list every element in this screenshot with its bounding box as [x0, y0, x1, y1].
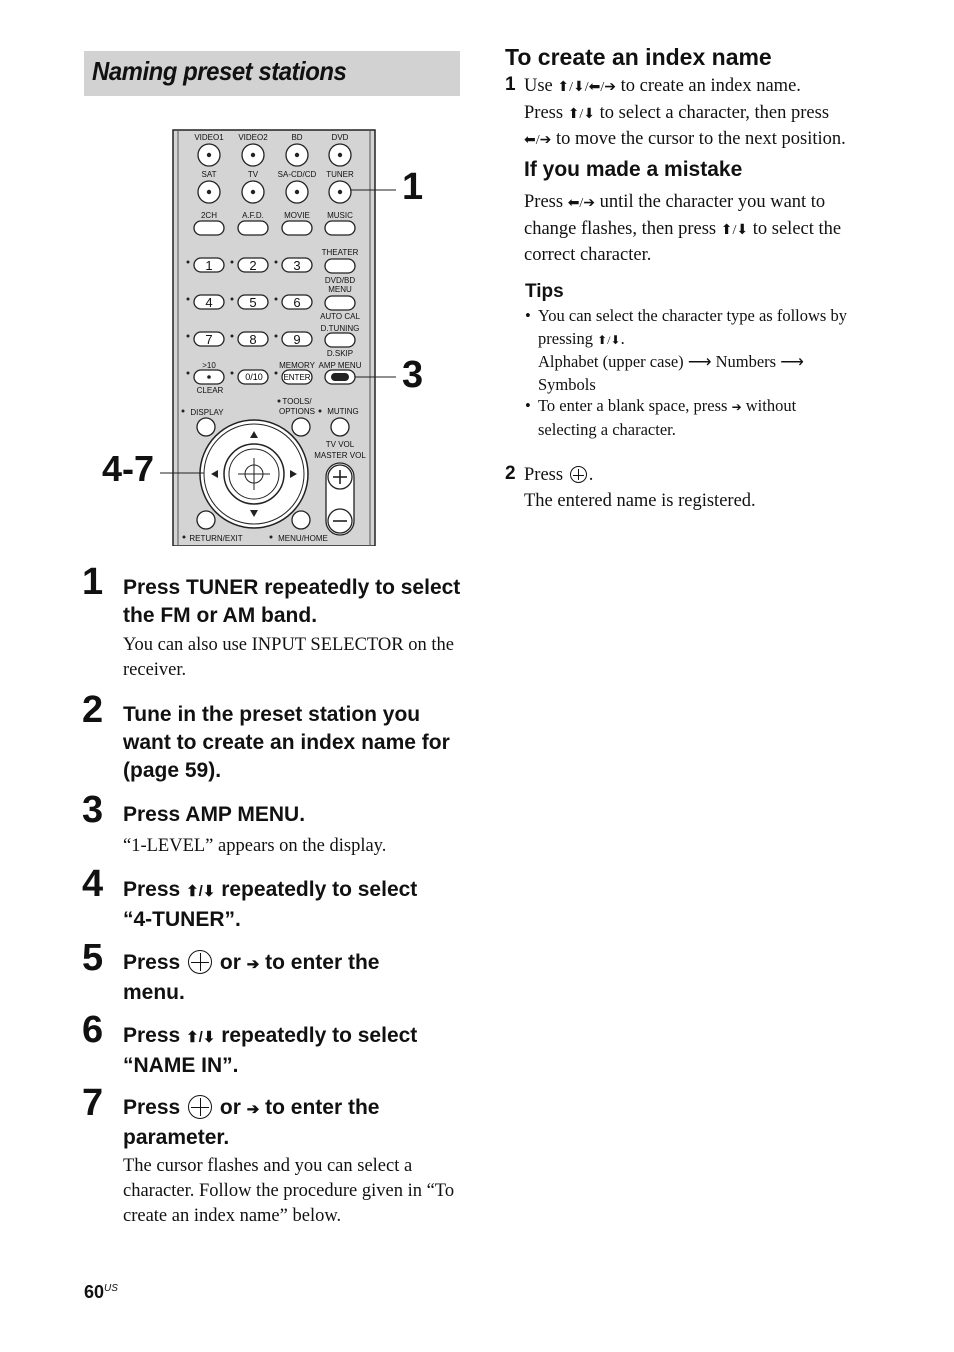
up-down-arrows-icon: ⬆/⬇ [186, 1029, 216, 1046]
enter-circle-icon [188, 950, 212, 974]
btn-label-muting: MUTING [327, 407, 359, 416]
digit-0: 0/10 [245, 372, 263, 382]
btn-label-mastervol: MASTER VOL [314, 451, 366, 460]
step-body: The cursor flashes and you can select a character. Follow the procedure given in “To create an index name” below. [123, 1156, 455, 1226]
four-arrows-icon: ⬆/⬇/⬅/➔ [557, 80, 616, 95]
btn-label-video1: VIDEO1 [194, 133, 224, 142]
btn-label-memory: MEMORY [279, 361, 315, 370]
btn-label-afd: A.F.D. [242, 211, 264, 220]
svg-text:MENU: MENU [328, 285, 352, 294]
btn-label-menuhome: MENU/HOME [278, 534, 328, 543]
btn-label-sat: SAT [201, 170, 217, 179]
digit-1: 1 [205, 258, 213, 273]
btn-label-sacd: SA-CD/CD [277, 170, 317, 179]
btn-label-tv: TV [247, 170, 259, 179]
btn-label-dvd: DVD [331, 133, 349, 142]
step-heading: Press ⬆/⬇ repeatedly to select “NAME IN”. [123, 1024, 418, 1077]
btn-label-ampmenu: AMP MENU [318, 361, 362, 370]
btn-label-tools: TOOLS/ [282, 397, 312, 406]
btn-label-tvvol: TV VOL [325, 440, 355, 449]
btn-label-tuner: TUNER [326, 170, 354, 179]
digit-5: 5 [249, 295, 257, 310]
btn-label-bd: BD [291, 133, 303, 142]
step-heading: Press TUNER repeatedly to select the FM or AM band. [123, 576, 461, 627]
step-heading: Press or ➔ to enter the menu. [123, 951, 380, 1004]
right-arrow-icon: ➔ [731, 400, 742, 414]
index-name-heading: To create an index name [505, 44, 772, 70]
tip-2: • To enter a blank space, press ➔ without selecting a character. [525, 396, 797, 439]
callout-4-7: 4-7 [102, 448, 155, 489]
substep-2-text: Press . The entered name is registered. [524, 465, 756, 511]
callout-line-47 [160, 470, 210, 480]
long-arrow-icon: ⟶ [780, 352, 804, 371]
digit-3: 3 [293, 258, 301, 273]
digit-7: 7 [205, 332, 213, 347]
up-down-arrows-icon: ⬆/⬇ [186, 883, 216, 900]
tip-1: • You can select the character type as follows by pressing ⬆/⬇. Alphabet (upper case) ⟶ Numbers ⟶ Symbols [525, 306, 847, 394]
btn-label-movie: MOVIE [284, 211, 310, 220]
callout-lines [330, 170, 410, 430]
step-number: 1 [82, 561, 104, 603]
step-heading: Press AMP MENU. [123, 803, 306, 826]
substep-1-text: Use ⬆/⬇/⬅/➔ to create an index name. Press ⬆/⬇ to select a character, then press ⬅/➔ to move the cursor to the next position. [524, 76, 846, 149]
page-number: $60^{US}$ [84, 1282, 118, 1302]
step-number: 7 [82, 1082, 104, 1124]
step-number: 5 [82, 937, 104, 979]
mistake-text: Press ⬅/➔ until the character you want to change flashes, then press ⬆/⬇ to select the correct character. [524, 192, 842, 265]
section-title: Naming preset stations [92, 56, 347, 86]
bullet-icon: • [525, 396, 531, 415]
digit-9: 9 [293, 332, 301, 347]
btn-label-dvdbd: DVD/BD [324, 276, 356, 285]
btn-label-music: MUSIC [327, 211, 353, 220]
substep-number: 2 [505, 463, 516, 484]
callout-1: 1 [402, 166, 424, 208]
enter-key: ENTER [283, 373, 311, 382]
step-body: You can also use INPUT SELECTOR on the receiver. [123, 635, 454, 680]
digit-6: 6 [293, 295, 301, 310]
enter-circle-icon [188, 1095, 212, 1119]
step-heading: Tune in the preset station you want to create an index name for (page 59). [123, 703, 450, 782]
long-arrow-icon: ⟶ [687, 352, 712, 371]
btn-label-dtuning: D.TUNING [320, 324, 360, 333]
digit-2: 2 [249, 258, 257, 273]
btn-label-theater: THEATER [321, 248, 359, 257]
right-arrow-icon: ➔ [246, 1101, 260, 1118]
digit-8: 8 [249, 332, 257, 347]
btn-label-return: RETURN/EXIT [189, 534, 243, 543]
enter-circle-icon [570, 466, 587, 483]
btn-label-clear: CLEAR [196, 386, 224, 395]
left-right-arrows-icon: ⬅/➔ [567, 196, 596, 211]
digit-4: 4 [205, 295, 213, 310]
bullet-icon: • [525, 306, 531, 325]
step-body: “1-LEVEL” appears on the display. [123, 836, 387, 856]
step-number: 6 [82, 1009, 104, 1051]
svg-text:OPTIONS: OPTIONS [278, 407, 316, 416]
step-heading: Press ⬆/⬇ repeatedly to select “4-TUNER”. [123, 878, 418, 931]
step-number: 2 [82, 689, 104, 731]
step-number: 4 [82, 863, 104, 905]
btn-label-2ch: 2CH [200, 211, 218, 220]
callout-3: 3 [402, 354, 424, 396]
up-down-arrows-icon: ⬆/⬇ [597, 332, 621, 347]
mistake-heading: If you made a mistake [524, 158, 743, 181]
right-arrow-icon: ➔ [246, 956, 260, 973]
btn-label-gt10: >10 [202, 361, 216, 370]
substep-number: 1 [505, 74, 516, 95]
btn-label-video2: VIDEO2 [238, 133, 268, 142]
btn-label-display: DISPLAY [190, 408, 224, 417]
step-heading: Press or ➔ to enter the parameter. [123, 1096, 380, 1149]
step-number: 3 [82, 789, 104, 831]
left-right-arrows-icon: ⬅/➔ [524, 133, 552, 148]
tips-heading: Tips [525, 281, 564, 302]
btn-label-autocal: AUTO CAL [320, 312, 360, 321]
btn-label-dskip: D.SKIP [326, 349, 354, 358]
up-down-arrows-icon: ⬆/⬇ [720, 222, 749, 238]
up-down-arrows-icon: ⬆/⬇ [567, 106, 596, 122]
